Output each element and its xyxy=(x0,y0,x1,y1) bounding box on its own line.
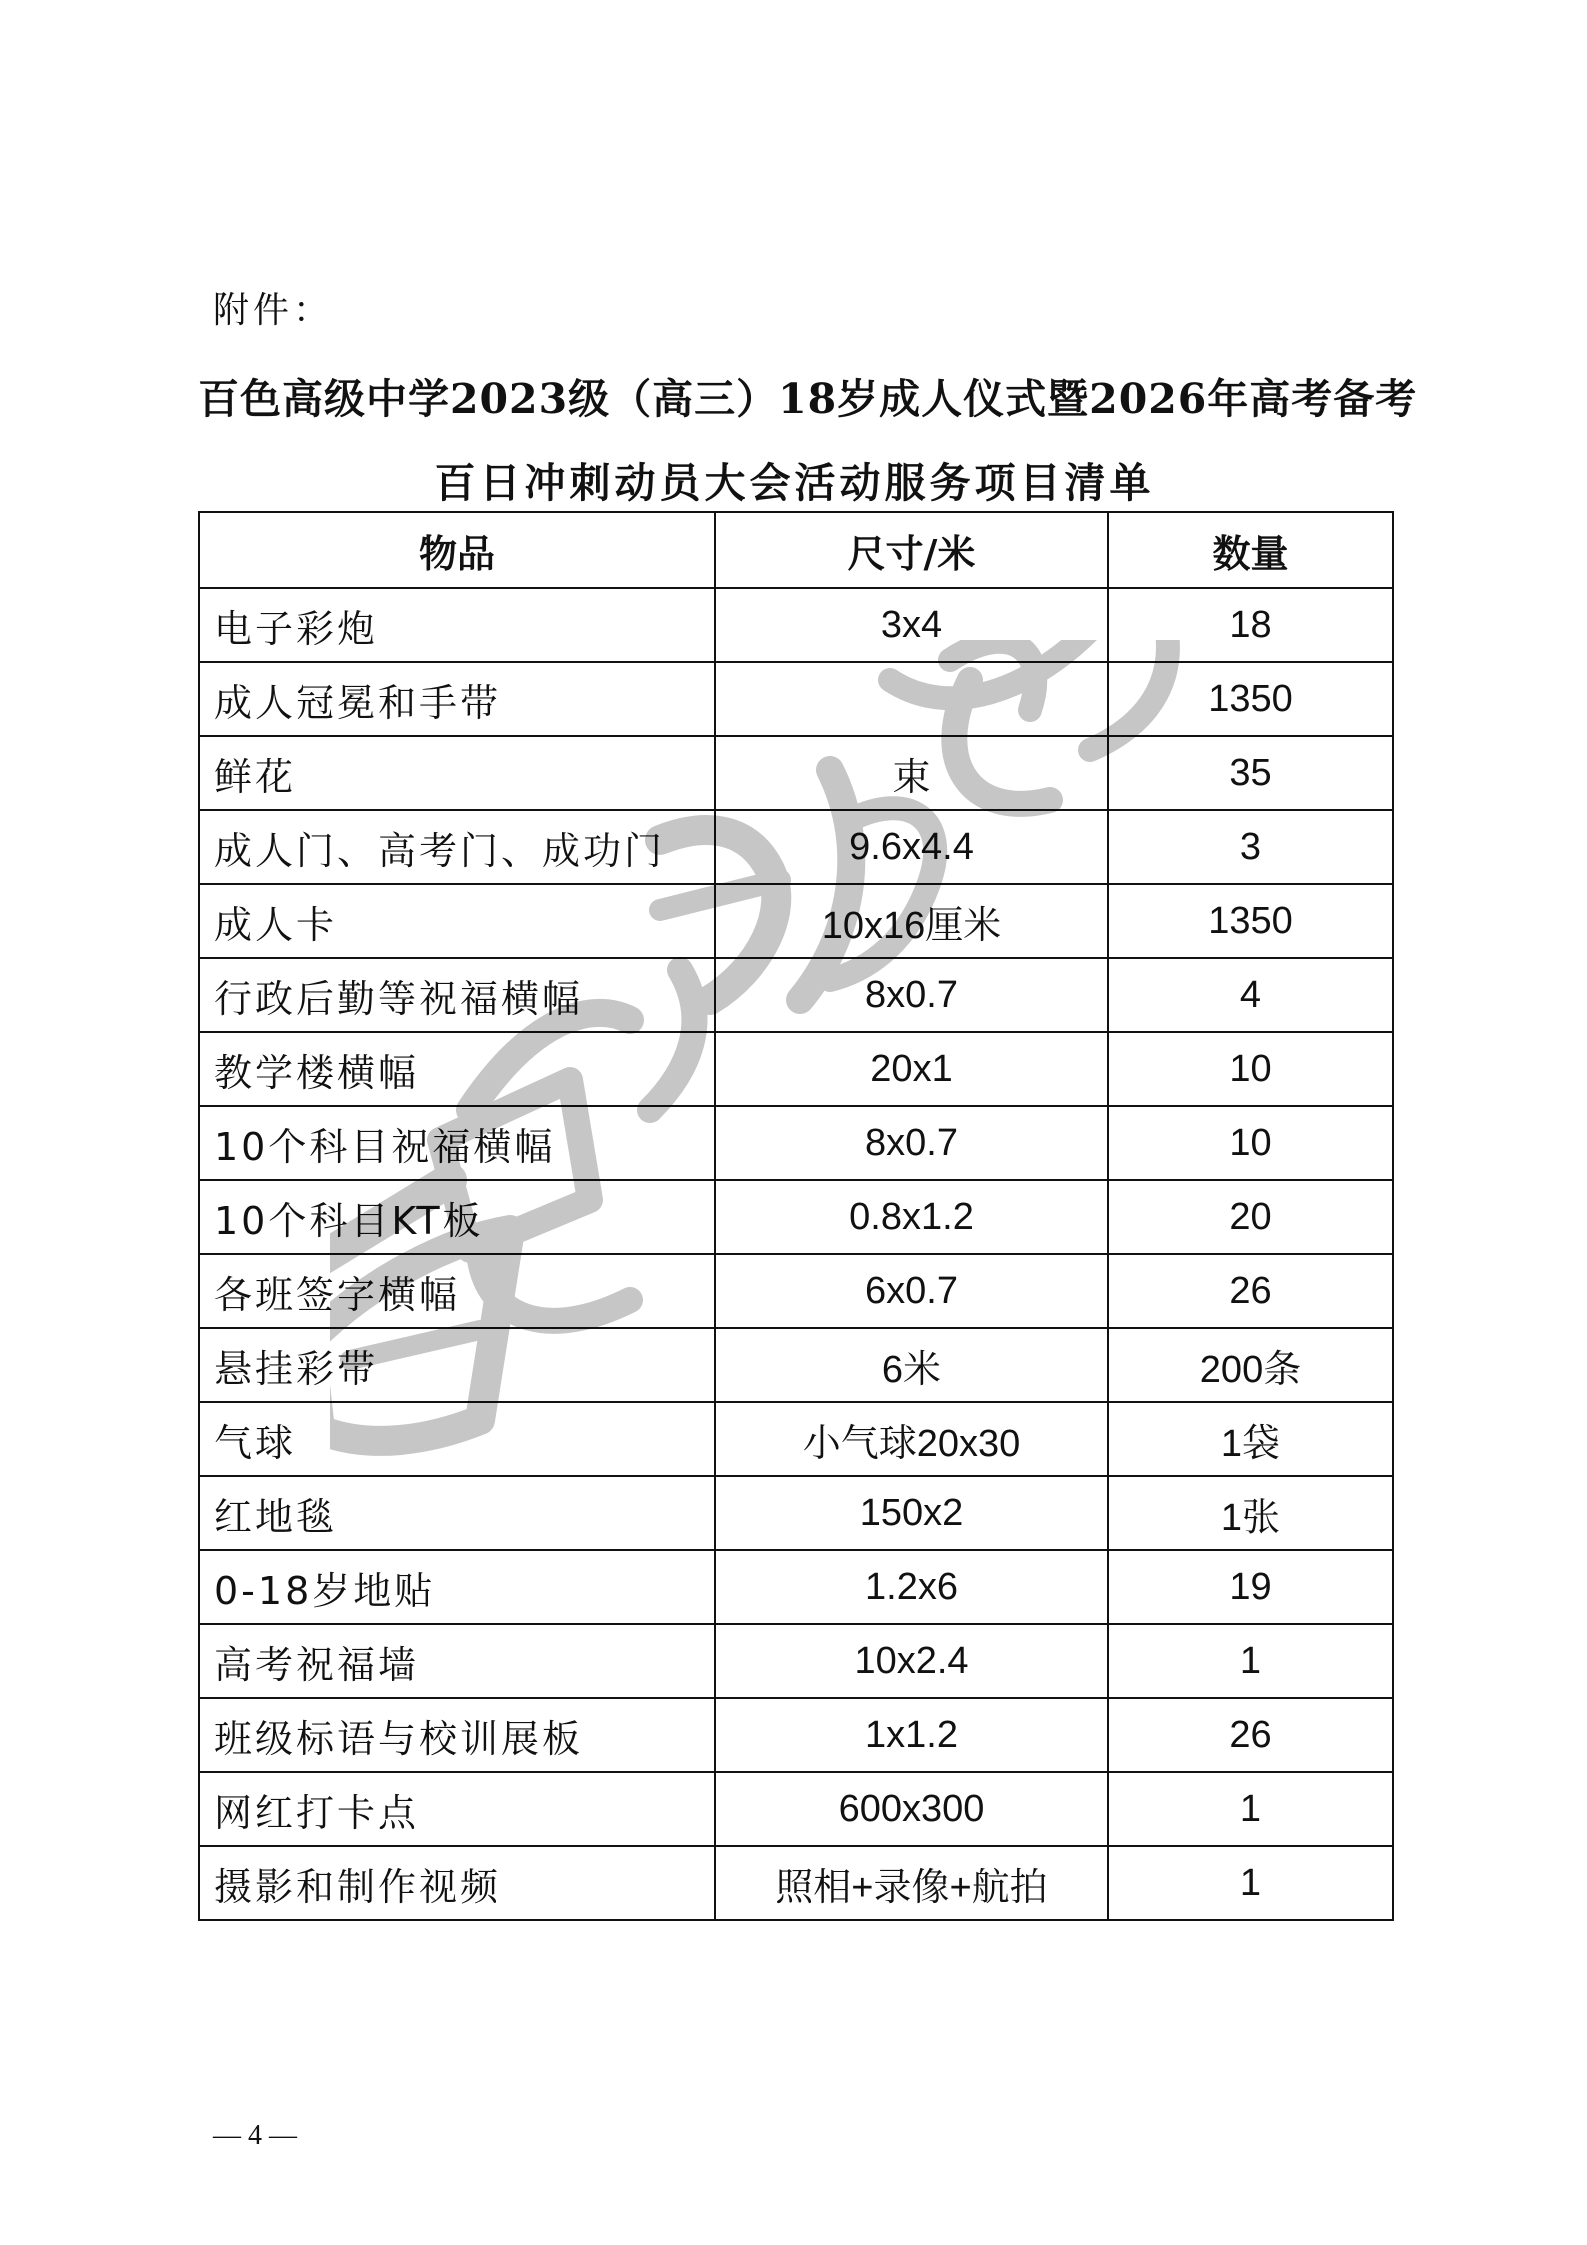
table-row xyxy=(199,810,1393,884)
table-row xyxy=(199,1106,1393,1180)
item-cell: 气球 xyxy=(199,1402,715,1476)
item-cell: 成人卡 xyxy=(199,884,715,958)
table-row xyxy=(199,1846,1393,1920)
size-cell: 6米 xyxy=(715,1328,1108,1402)
size-cell: 8x0.7 xyxy=(715,958,1108,1032)
quantity-cell: 35 xyxy=(1108,736,1393,810)
table-row xyxy=(199,1772,1393,1846)
table-row xyxy=(199,1254,1393,1328)
quantity-cell: 26 xyxy=(1108,1254,1393,1328)
quantity-cell: 200条 xyxy=(1108,1328,1393,1402)
table-row xyxy=(199,1550,1393,1624)
item-cell: 班级标语与校训展板 xyxy=(199,1698,715,1772)
size-cell: 1.2x6 xyxy=(715,1550,1108,1624)
item-cell: 行政后勤等祝福横幅 xyxy=(199,958,715,1032)
page-number: — 4 — xyxy=(213,2120,297,2151)
item-cell: 10个科目KT板 xyxy=(199,1180,715,1254)
size-cell: 9.6x4.4 xyxy=(715,810,1108,884)
size-cell: 20x1 xyxy=(715,1032,1108,1106)
table-row xyxy=(199,1402,1393,1476)
quantity-cell: 1袋 xyxy=(1108,1402,1393,1476)
table-row xyxy=(199,736,1393,810)
attachment-label: 附件： xyxy=(213,290,334,331)
item-cell: 教学楼横幅 xyxy=(199,1032,715,1106)
quantity-cell: 3 xyxy=(1108,810,1393,884)
item-cell: 成人冠冕和手带 xyxy=(199,662,715,736)
quantity-cell: 26 xyxy=(1108,1698,1393,1772)
item-cell: 各班签字横幅 xyxy=(199,1254,715,1328)
quantity-cell: 20 xyxy=(1108,1180,1393,1254)
item-cell: 0-18岁地贴 xyxy=(199,1550,715,1624)
table-row xyxy=(199,588,1393,662)
table-header-row xyxy=(199,512,1393,588)
table-row xyxy=(199,1328,1393,1402)
header-size: 尺寸/米 xyxy=(715,512,1108,588)
quantity-cell: 1 xyxy=(1108,1772,1393,1846)
quantity-cell: 1350 xyxy=(1108,662,1393,736)
quantity-cell: 19 xyxy=(1108,1550,1393,1624)
header-quantity: 数量 xyxy=(1108,512,1393,588)
quantity-cell: 1350 xyxy=(1108,884,1393,958)
size-cell: 6x0.7 xyxy=(715,1254,1108,1328)
size-cell: 照相+录像+航拍 xyxy=(715,1846,1108,1920)
size-cell: 束 xyxy=(715,736,1108,810)
item-cell: 网红打卡点 xyxy=(199,1772,715,1846)
table-row xyxy=(199,662,1393,736)
document-title-line-1: 百色高级中学2023级（高三）18岁成人仪式暨2026年高考备考 xyxy=(198,375,1418,423)
item-cell: 成人门、高考门、成功门 xyxy=(199,810,715,884)
item-cell: 悬挂彩带 xyxy=(199,1328,715,1402)
quantity-cell: 10 xyxy=(1108,1032,1393,1106)
table-row xyxy=(199,884,1393,958)
quantity-cell: 1张 xyxy=(1108,1476,1393,1550)
size-cell: 8x0.7 xyxy=(715,1106,1108,1180)
size-cell: 150x2 xyxy=(715,1476,1108,1550)
quantity-cell: 1 xyxy=(1108,1846,1393,1920)
item-cell: 10个科目祝福横幅 xyxy=(199,1106,715,1180)
table-row xyxy=(199,1476,1393,1550)
quantity-cell: 4 xyxy=(1108,958,1393,1032)
quantity-cell: 10 xyxy=(1108,1106,1393,1180)
size-cell: 10x2.4 xyxy=(715,1624,1108,1698)
header-item: 物品 xyxy=(199,512,715,588)
quantity-cell: 18 xyxy=(1108,588,1393,662)
quantity-cell: 1 xyxy=(1108,1624,1393,1698)
size-cell: 10x16厘米 xyxy=(715,884,1108,958)
table-row xyxy=(199,1624,1393,1698)
item-cell: 摄影和制作视频 xyxy=(199,1846,715,1920)
size-cell: 1x1.2 xyxy=(715,1698,1108,1772)
service-items-table xyxy=(198,511,1394,1921)
size-cell xyxy=(715,662,1108,736)
size-cell: 3x4 xyxy=(715,588,1108,662)
size-cell: 小气球20x30 xyxy=(715,1402,1108,1476)
item-cell: 电子彩炮 xyxy=(199,588,715,662)
item-cell: 鲜花 xyxy=(199,736,715,810)
table-row xyxy=(199,1032,1393,1106)
table-row xyxy=(199,1180,1393,1254)
size-cell: 600x300 xyxy=(715,1772,1108,1846)
item-cell: 红地毯 xyxy=(199,1476,715,1550)
table-row xyxy=(199,1698,1393,1772)
table-row xyxy=(199,958,1393,1032)
size-cell: 0.8x1.2 xyxy=(715,1180,1108,1254)
item-cell: 高考祝福墙 xyxy=(199,1624,715,1698)
document-title-line-2: 百日冲刺动员大会活动服务项目清单 xyxy=(434,459,1155,507)
